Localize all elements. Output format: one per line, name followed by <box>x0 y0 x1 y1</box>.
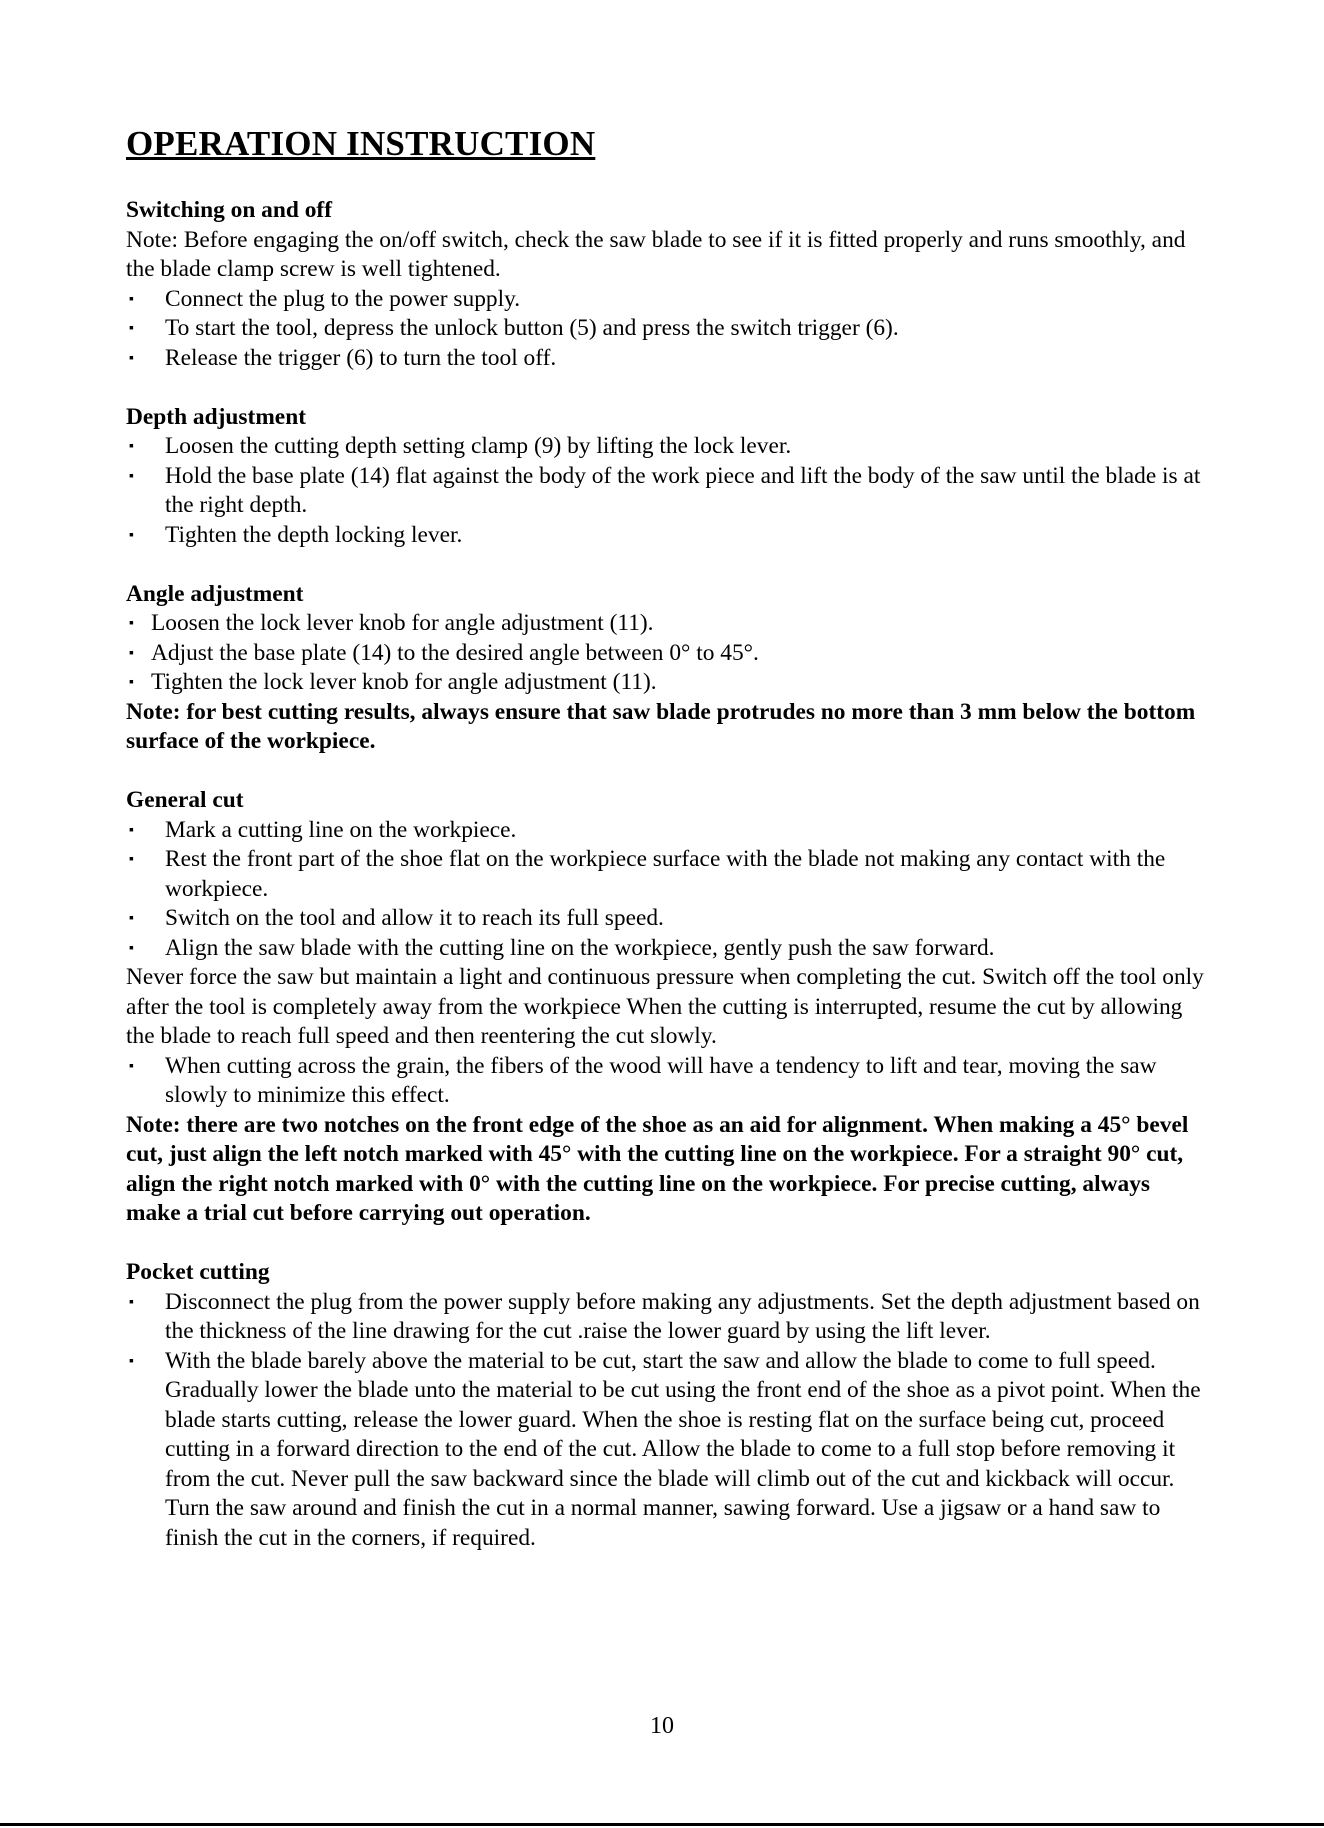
list-item: ▪ When cutting across the grain, the fibers of the wood will have a tendency to lift and tear, moving the saw slowly to minimize this effect. <box>126 1052 1206 1111</box>
bullet-list <box>126 609 1206 698</box>
list-item: ▪ Tighten the lock lever knob for angle adjustment (11). <box>126 668 1206 698</box>
bullet-list <box>126 285 1206 374</box>
section-heading: Pocket cutting <box>126 1259 270 1285</box>
page-content <box>126 124 1206 1583</box>
section-heading: General cut <box>126 787 244 813</box>
bullet-list <box>126 1052 1206 1111</box>
body-paragraph: Never force the saw but maintain a light and continuous pressure when completing the cut. Switch off the tool only after the tool is completely away from the workpiece When the cutting is interrupted, resume the cut by allowing the blade to reach full speed and then reentering the cut slowly. <box>126 964 1204 1049</box>
list-item: ▪ Loosen the lock lever knob for angle adjustment (11). <box>126 609 1206 639</box>
bullet-list <box>126 1288 1206 1554</box>
section-heading: Depth adjustment <box>126 403 306 430</box>
section-heading: Switching on and off <box>126 197 333 223</box>
list-item: ▪ Connect the plug to the power supply. <box>126 285 1206 315</box>
bold-note: Note: for best cutting results, always ensure that saw blade protrudes no more than 3 mm below the bottom surface of the workpiece. <box>126 698 1196 754</box>
section-angle <box>126 580 1206 757</box>
note-text: Note: Before engaging the on/off switch, check the saw blade to see if it is fitted properly and runs smoothly, and the blade clamp screw is well tightened. <box>126 226 1186 282</box>
section-switching <box>126 196 1206 373</box>
section-depth <box>126 403 1206 551</box>
page-title: OPERATION INSTRUCTION <box>126 124 596 163</box>
list-item: ▪ Hold the base plate (14) flat against the body of the work piece and lift the body of the saw until the blade is at the right depth. <box>126 462 1206 521</box>
list-item: ▪ To start the tool, depress the unlock button (5) and press the switch trigger (6). <box>126 314 1206 344</box>
page-number: 10 <box>650 1713 674 1739</box>
bullet-list <box>126 432 1206 550</box>
section-heading: Angle adjustment <box>126 580 304 607</box>
list-item: ▪ Adjust the base plate (14) to the desired angle between 0° to 45°. <box>126 639 1206 669</box>
list-item: ▪ Disconnect the plug from the power supply before making any adjustments. Set the depth adjustment based on the thickness of the line drawing for the cut .raise the lower guard by using the lift lever. <box>126 1288 1206 1347</box>
section-general-cut <box>126 786 1206 1229</box>
list-item: ▪ Loosen the cutting depth setting clamp (9) by lifting the lock lever. <box>126 432 1206 462</box>
list-item: ▪ Mark a cutting line on the workpiece. <box>126 816 1206 846</box>
bold-note: Note: there are two notches on the front edge of the shoe as an aid for alignment. When making a 45° bevel cut, just align the left notch marked with 45° with the cutting line on the workpiece. For a straight 90° cut, align the right notch marked with 0° with the cutting line on the workpiece. For precise cutting, always make a trial cut before carrying out operation. <box>126 1111 1189 1226</box>
list-item: ▪ Rest the front part of the shoe flat on the workpiece surface with the blade not making any contact with the workpiece. <box>126 845 1206 904</box>
list-item: ▪ Tighten the depth locking lever. <box>126 521 1206 551</box>
section-pocket-cutting <box>126 1258 1206 1553</box>
list-item: ▪ Switch on the tool and allow it to reach its full speed. <box>126 904 1206 934</box>
list-item: ▪ Release the trigger (6) to turn the tool off. <box>126 344 1206 374</box>
bottom-border <box>0 1823 1324 1826</box>
list-item: ▪ With the blade barely above the material to be cut, start the saw and allow the blade to come to full speed. Gradually lower the blade unto the material to be cut using the front end of the shoe as a pivot point. When the blade starts cutting, release the lower guard. When the shoe is resting flat on the surface being cut, proceed cutting in a forward direction to the end of the cut. Allow the blade to come to a full stop before removing it from the cut. Never pull the saw backward since the blade will climb out of the cut and kickback will occur. Turn the saw around and finish the cut in a normal manner, sawing forward. Use a jigsaw or a hand saw to finish the cut in the corners, if required. <box>126 1347 1206 1554</box>
bullet-list <box>126 816 1206 964</box>
list-item: ▪ Align the saw blade with the cutting line on the workpiece, gently push the saw forward. <box>126 934 1206 964</box>
